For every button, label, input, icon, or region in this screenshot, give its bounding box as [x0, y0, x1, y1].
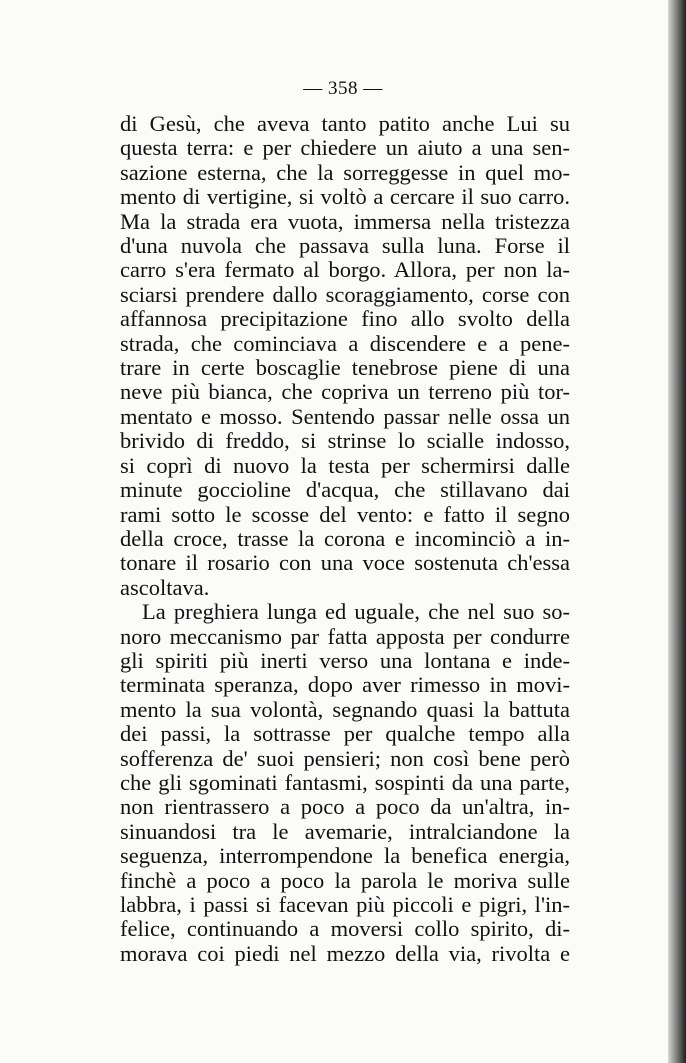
text-line: seguenza, interrompendone la benefica energia, [120, 843, 570, 869]
text-line: carro s'era fermato al borgo. Allora, per non la- [120, 257, 570, 283]
text-line: finchè a poco a poco la parola le moriva sulle [120, 867, 570, 893]
text-line: brivido di freddo, si strinse lo scialle indosso, [120, 428, 570, 454]
paragraph [120, 600, 570, 966]
text-line: gli spiriti più inerti verso una lontana e inde- [120, 647, 570, 673]
paragraph [120, 112, 570, 600]
text-line: mentato e mosso. Sentendo passar nelle ossa un [120, 403, 570, 429]
text-line: questa terra: e per chiedere un aiuto a una sen- [120, 135, 570, 161]
body-text [120, 112, 570, 966]
text-line: La preghiera lunga ed uguale, che nel suo so- [142, 599, 570, 625]
text-line: Ma la strada era vuota, immersa nella tristezza [120, 208, 570, 234]
text-line: d'una nuvola che passava sulla luna. Forse il [120, 233, 570, 259]
text-line: sofferenza de' suoi pensieri; non così bene però [120, 745, 570, 771]
text-line: sciarsi prendere dallo scoraggiamento, corse con [120, 281, 570, 307]
text-line: morava coi piedi nel mezzo della via, rivolta e [120, 940, 570, 966]
page-number: — 358 — [303, 78, 383, 99]
text-line: tonare il rosario con una voce sostenuta ch'essa [120, 550, 570, 576]
text-line: noro meccanismo par fatta apposta per condurre [120, 623, 570, 649]
text-line: di Gesù, che aveva tanto patito anche Lui su [120, 111, 570, 136]
text-line: felice, continuando a moversi collo spirito, di- [120, 916, 570, 942]
text-line: trare in certe boscaglie tenebrose piene di una [120, 355, 570, 381]
text-line: sazione esterna, che la sorreggesse in quel mo- [120, 159, 570, 185]
text-line: che gli sgominati fantasmi, sospinti da una parte, [120, 769, 570, 795]
text-line: si coprì di nuovo la testa per schermirsi dalle [120, 452, 570, 478]
text-line: terminata speranza, dopo aver rimesso in movi- [120, 672, 570, 698]
text-line: minute goccioline d'acqua, che stillavano dai [120, 477, 570, 503]
text-line: mento la sua volontà, segnando quasi la battuta [120, 696, 570, 722]
text-line: non rientrassero a poco a poco da un'altra, in- [120, 794, 570, 820]
text-line: ascoltava. [120, 574, 210, 600]
text-line: strada, che cominciava a discendere e a pene- [120, 330, 570, 356]
text-line: dei passi, la sottrasse per qualche tempo alla [120, 721, 570, 747]
text-line: neve più bianca, che copriva un terreno più tor- [120, 379, 570, 405]
text-line: mento di vertigine, si voltò a cercare il suo carro. [120, 184, 570, 210]
text-line: labbra, i passi si facevan più piccoli e pigri, l'in- [120, 892, 570, 917]
text-line: affannosa precipitazione fino allo svolto della [120, 306, 570, 332]
text-line: della croce, trasse la corona e incominciò a in- [120, 525, 570, 551]
text-line: rami sotto le scosse del vento: e fatto il segno [120, 501, 570, 527]
text-line: sinuandosi tra le avemarie, intralciandone la [120, 818, 570, 844]
page-edge-shadow [668, 0, 686, 1063]
